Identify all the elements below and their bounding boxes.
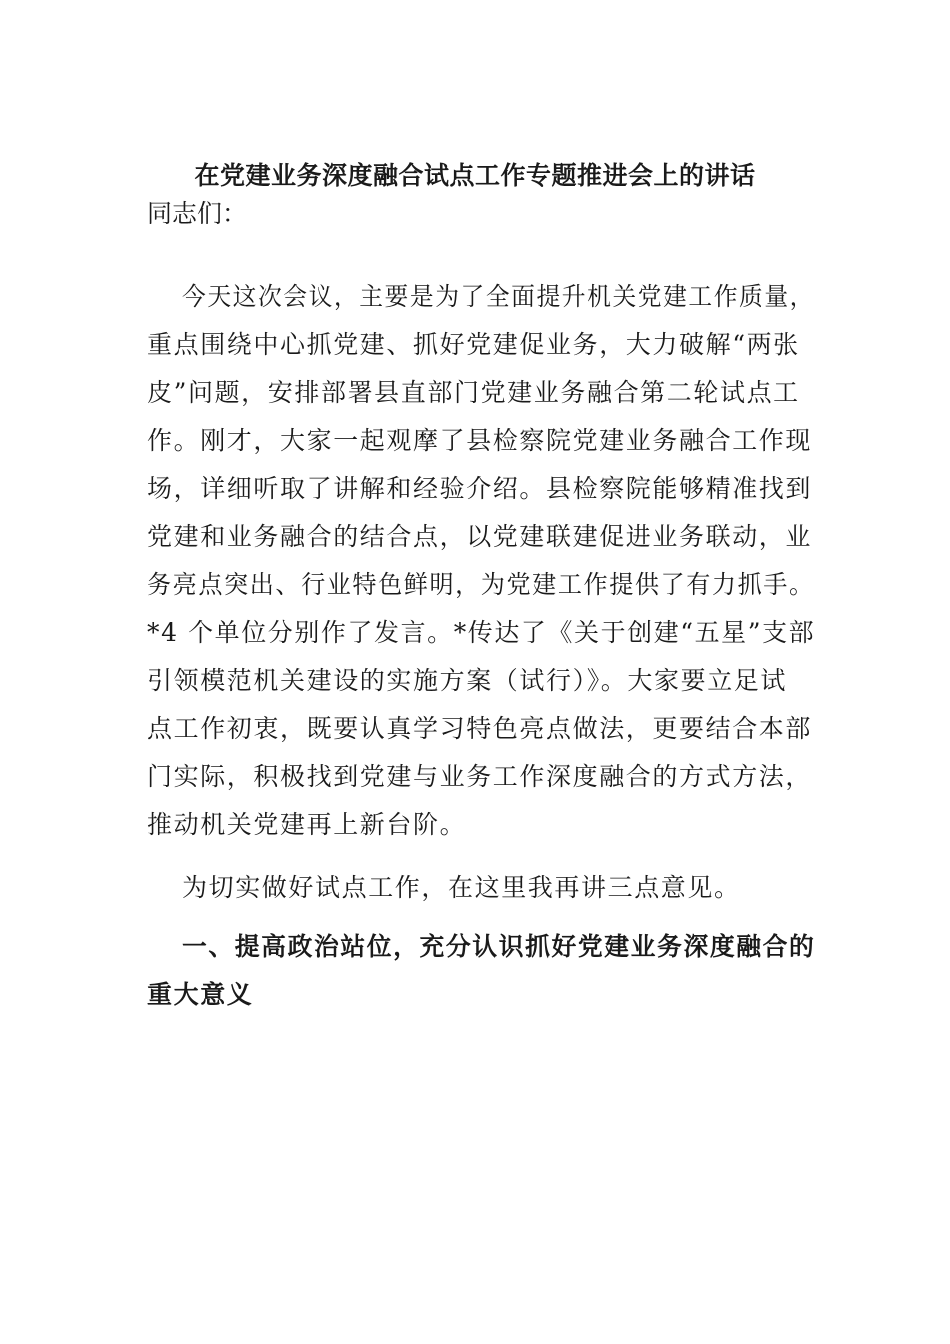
paragraph-line: 推动机关党建再上新台阶。 — [147, 810, 467, 839]
salutation: 同志们： — [147, 199, 248, 228]
paragraph-line: 引领模范机关建设的实施方案（试行）》。大家要立足试 — [147, 666, 788, 695]
paragraph-line: 为切实做好试点工作，在这里我再讲三点意见。 — [182, 873, 741, 902]
paragraph-line: *4 个单位分别作了发言。*传达了《关于创建“五星”支部 — [147, 618, 816, 647]
paragraph-line: 党建和业务融合的结合点，以党建联建促进业务联动，业 — [147, 522, 813, 551]
section-heading-line: 重大意义 — [147, 980, 254, 1009]
paragraph-line: 作。刚才，大家一起观摩了县检察院党建业务融合工作现 — [147, 426, 813, 455]
paragraph-line: 今天这次会议，主要是为了全面提升机关党建工作质量， — [182, 282, 816, 311]
paragraph-line: 场，详细听取了讲解和经验介绍。县检察院能够精准找到 — [147, 474, 813, 503]
paragraph-line: 皮”问题，安排部署县直部门党建业务融合第二轮试点工 — [147, 378, 800, 407]
paragraph-line: 重点围绕中心抓党建、抓好党建促业务，大力破解“两张 — [147, 330, 800, 359]
section-heading-line: 一、提高政治站位，充分认识抓好党建业务深度融合的 — [182, 932, 816, 961]
paragraph-line: 点工作初衷，既要认真学习特色亮点做法，更要结合本部 — [147, 714, 813, 743]
paragraph-line: 务亮点突出、行业特色鲜明，为党建工作提供了有力抓手。 — [147, 570, 815, 599]
document-title: 在党建业务深度融合试点工作专题推进会上的讲话 — [194, 161, 756, 190]
paragraph-line: 门实际，积极找到党建与业务工作深度融合的方式方法， — [147, 762, 813, 791]
